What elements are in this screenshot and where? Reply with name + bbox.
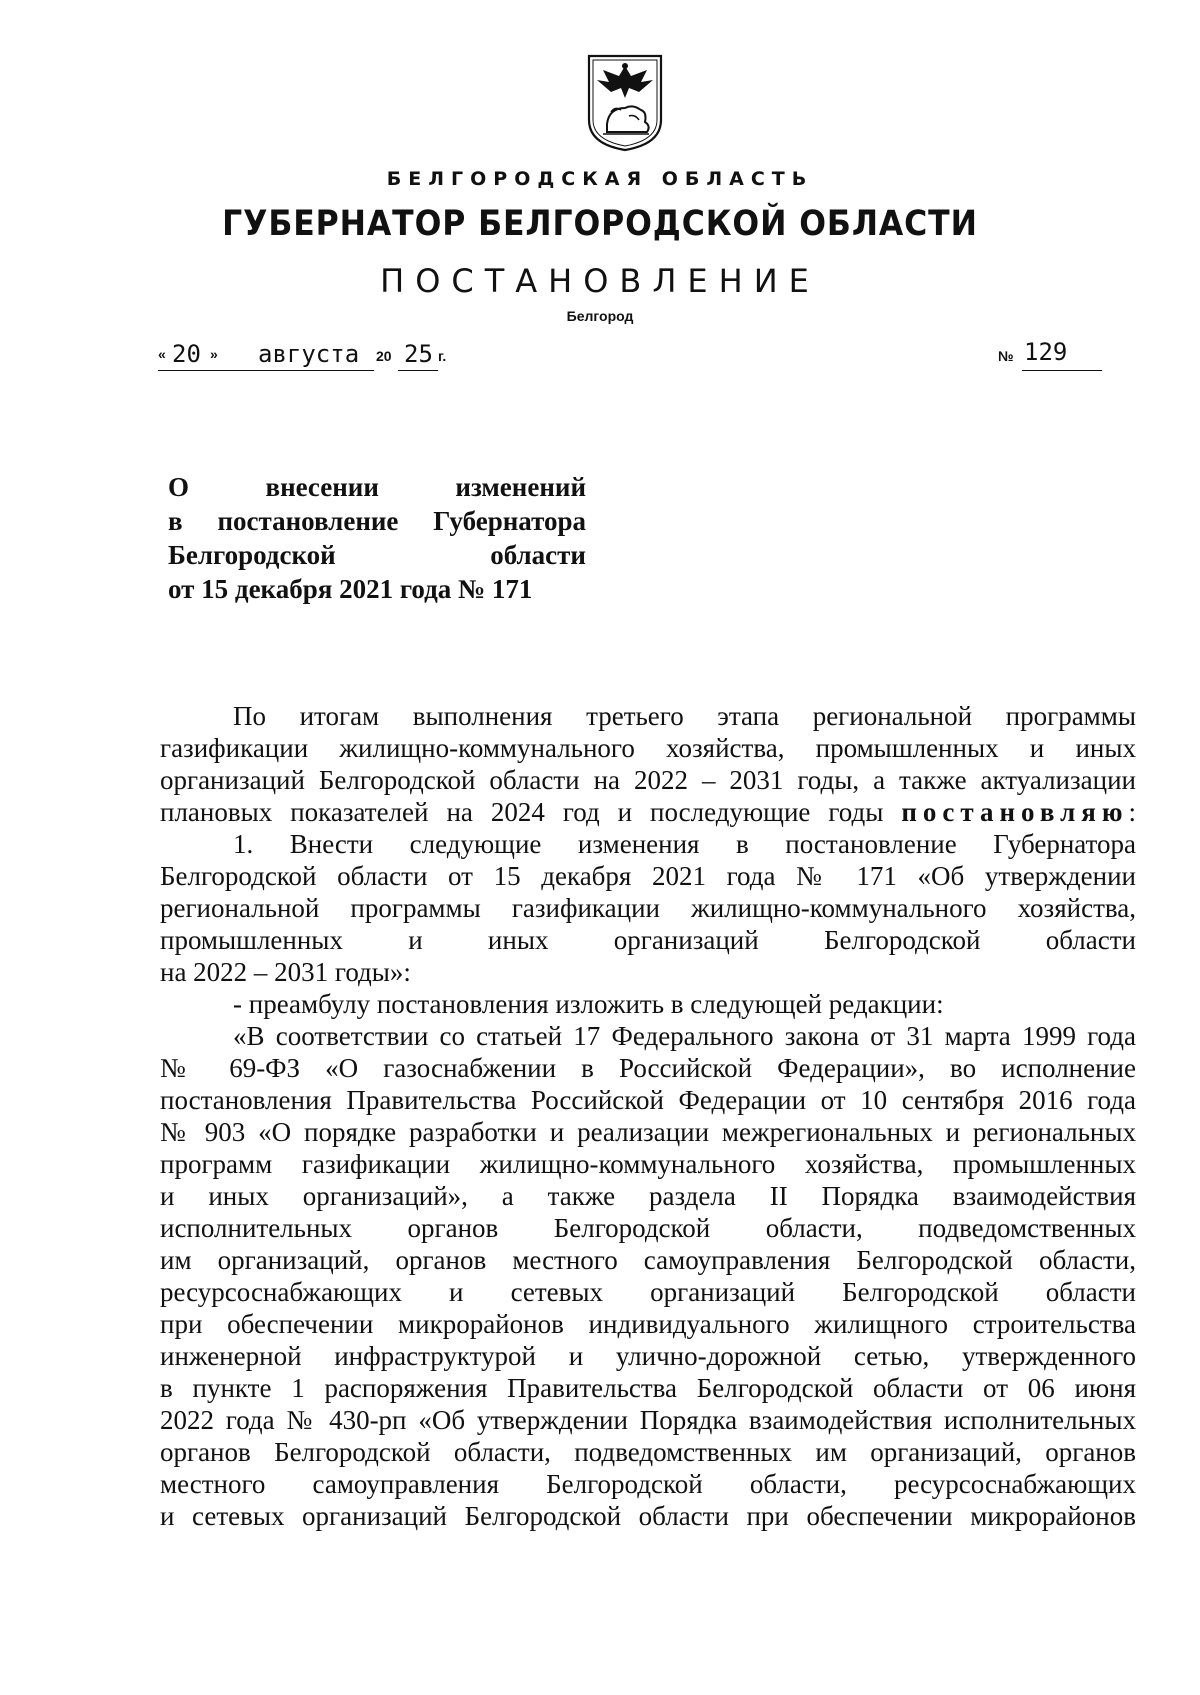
quote-close: » xyxy=(210,346,218,362)
body-line: № 69-ФЗ «О газоснабжении в Российской Федерации», во исполнение xyxy=(160,1053,1136,1083)
body-line-text: плановых показателей на 2024 год и последующие годы xyxy=(160,797,884,827)
number-underline xyxy=(1022,370,1102,371)
body-line: при обеспечении микрорайонов индивидуального жилищного строительства xyxy=(160,1309,1136,1339)
date-day: 20 xyxy=(172,340,201,368)
subject-line: в постановление Губернатора xyxy=(168,506,586,536)
date-year: 25 xyxy=(404,340,433,368)
body-line: Белгородской области от 15 декабря 2021 года № 171 «Об утверждении xyxy=(160,861,1136,891)
document-type-heading: ПОСТАНОВЛЕНИЕ xyxy=(380,262,820,300)
subject-block xyxy=(168,470,586,606)
body-line-resolve xyxy=(160,796,1136,828)
body-line: и сетевых организаций Белгородской области при обеспечении микрорайонов xyxy=(160,1501,1136,1531)
resolve-keyword: постановляю xyxy=(901,797,1129,827)
number-label: № xyxy=(998,348,1014,364)
body-line: - преамбулу постановления изложить в следующей редакции: xyxy=(233,989,944,1019)
quote-open: « xyxy=(158,346,166,362)
coat-of-arms-emblem xyxy=(585,52,665,152)
body-line: инженерной инфраструктурой и улично-дорожной сетью, утвержденного xyxy=(160,1341,1136,1371)
body-line: По итогам выполнения третьего этапа региональной программы xyxy=(233,701,1136,731)
year-underline xyxy=(398,370,438,371)
day-underline xyxy=(158,370,228,371)
body-line: постановления Правительства Российской Федерации от 10 сентября 2016 года xyxy=(160,1085,1136,1115)
body-text xyxy=(160,700,1136,1532)
body-line: 1. Внести следующие изменения в постановление Губернатора xyxy=(233,829,1136,859)
resolve-colon: : xyxy=(1128,797,1136,827)
city-label: Белгород xyxy=(566,308,634,324)
subject-line: Белгородской области xyxy=(168,540,586,570)
body-line: в пункте 1 распоряжения Правительства Белгородской области от 06 июня xyxy=(160,1373,1136,1403)
body-line: ресурсоснабжающих и сетевых организаций Белгородской области xyxy=(160,1277,1136,1307)
subject-line: О внесении изменений xyxy=(168,472,586,502)
body-line: органов Белгородской области, подведомственных им организаций, органов xyxy=(160,1437,1136,1467)
region-heading: БЕЛГОРОДСКАЯ ОБЛАСТЬ xyxy=(386,168,814,190)
date-month: августа xyxy=(258,340,360,368)
number-value: 129 xyxy=(1024,338,1068,366)
body-line: промышленных и иных организаций Белгородской области xyxy=(160,925,1136,955)
month-underline xyxy=(228,370,374,371)
body-line: им организаций, органов местного самоуправления Белгородской области, xyxy=(160,1245,1136,1275)
body-line: и иных организаций», а также раздела II Порядка взаимодействия xyxy=(160,1181,1136,1211)
body-line: на 2022 – 2031 годы»: xyxy=(160,957,411,987)
body-line: программ газификации жилищно-коммунального хозяйства, промышленных xyxy=(160,1149,1136,1179)
governor-heading: ГУБЕРНАТОР БЕЛГОРОДСКОЙ ОБЛАСТИ xyxy=(222,204,978,244)
body-line: газификации жилищно-коммунального хозяйства, промышленных и иных xyxy=(160,733,1136,763)
subject-line: от 15 декабря 2021 года № 171 xyxy=(168,574,533,604)
body-line: исполнительных органов Белгородской области, подведомственных xyxy=(160,1213,1136,1243)
body-line: № 903 «О порядке разработки и реализации межрегиональных и региональных xyxy=(160,1117,1136,1147)
body-line: организаций Белгородской области на 2022 – 2031 годы, а также актуализации xyxy=(160,765,1136,795)
date-century: 20 xyxy=(376,348,392,364)
body-line: «В соответствии со статьей 17 Федерального закона от 31 марта 1999 года xyxy=(233,1021,1136,1051)
body-line: местного самоуправления Белгородской области, ресурсоснабжающих xyxy=(160,1469,1136,1499)
date-year-suffix: г. xyxy=(438,348,447,364)
body-line: региональной программы газификации жилищно-коммунального хозяйства, xyxy=(160,893,1136,923)
body-line: 2022 года № 430-рп «Об утверждении Порядка взаимодействия исполнительных xyxy=(160,1405,1136,1435)
